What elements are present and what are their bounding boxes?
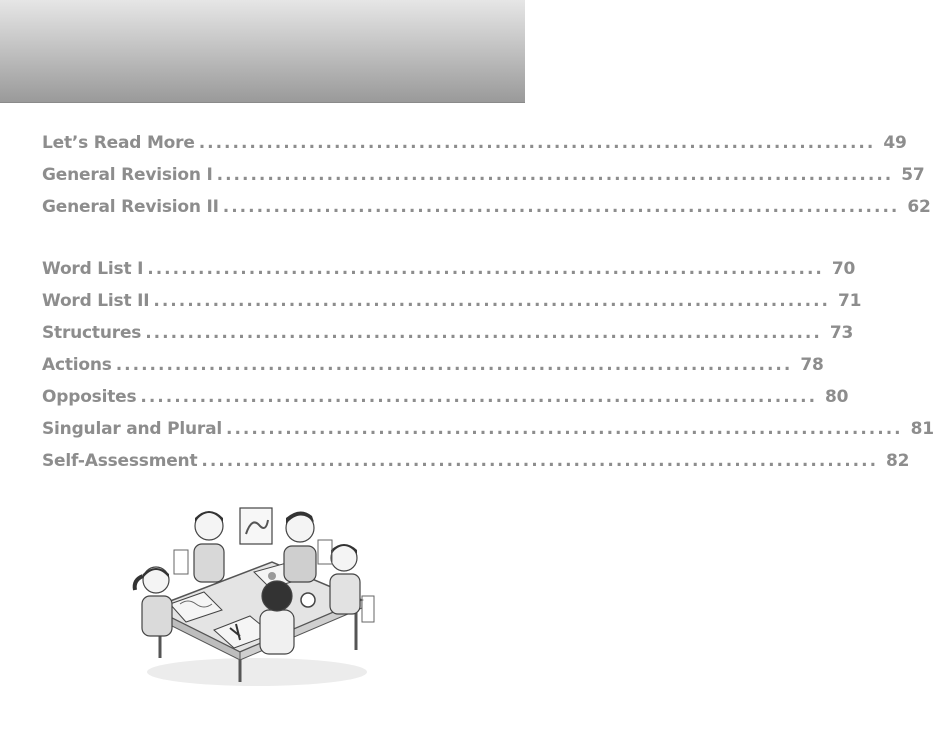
table-clock bbox=[301, 593, 315, 607]
toc-leader-dots: ................................................................................ bbox=[225, 419, 903, 439]
toc-leader-dots: ................................................................................ bbox=[115, 355, 793, 375]
toc-entry[interactable] bbox=[42, 259, 856, 291]
toc-entry-page: 78 bbox=[800, 355, 824, 375]
toc-entry[interactable] bbox=[42, 197, 931, 229]
child-ponytail bbox=[135, 576, 143, 590]
toc-leader-dots: ................................................................................ bbox=[198, 133, 876, 153]
toc-entry-page: 49 bbox=[883, 133, 907, 153]
toc-entry-page: 82 bbox=[886, 451, 910, 471]
toc-leader-dots: ................................................................................ bbox=[201, 451, 879, 471]
toc-entry[interactable] bbox=[42, 387, 849, 419]
toc-entry-page: 62 bbox=[907, 197, 931, 217]
toc-entry-title: Opposites bbox=[42, 387, 137, 407]
toc-entry-page: 80 bbox=[825, 387, 849, 407]
toc-entry-page: 71 bbox=[838, 291, 862, 311]
book-picture bbox=[268, 572, 276, 580]
toc-entry-title: Actions bbox=[42, 355, 112, 375]
chair bbox=[318, 540, 332, 564]
child-body bbox=[330, 574, 360, 614]
chair bbox=[362, 596, 374, 622]
toc-entry[interactable] bbox=[42, 133, 907, 165]
toc-entry-title: Self-Assessment bbox=[42, 451, 198, 471]
toc-leader-dots: ................................................................................ bbox=[222, 197, 900, 217]
child-body bbox=[194, 544, 224, 582]
toc-entry-title: Structures bbox=[42, 323, 142, 343]
child-body bbox=[260, 610, 294, 654]
toc-entry-page: 70 bbox=[831, 259, 856, 279]
toc-entry[interactable] bbox=[42, 291, 862, 323]
toc-leader-dots: ................................................................................ bbox=[145, 323, 822, 343]
toc-entry-page: 73 bbox=[829, 323, 854, 343]
toc-entry-title: General Revision I bbox=[42, 165, 213, 185]
toc-leader-dots: ................................................................................ bbox=[147, 259, 824, 279]
toc-entry-page: 57 bbox=[901, 165, 925, 185]
child-body bbox=[142, 596, 172, 636]
child-head bbox=[143, 567, 169, 593]
toc-entry-title: Singular and Plural bbox=[42, 419, 222, 439]
toc-entry[interactable] bbox=[42, 451, 910, 483]
toc-group-gap bbox=[42, 229, 468, 259]
toc-entry-title: General Revision II bbox=[42, 197, 219, 217]
toc-entry[interactable] bbox=[42, 355, 824, 387]
toc-entry-title: Let’s Read More bbox=[42, 133, 195, 153]
table-of-contents bbox=[42, 133, 934, 483]
toc-entry[interactable] bbox=[42, 165, 925, 197]
toc-entry[interactable] bbox=[42, 323, 854, 355]
chair bbox=[174, 550, 188, 574]
child-head-back bbox=[262, 581, 292, 611]
toc-leader-dots: ................................................................................ bbox=[216, 165, 894, 185]
toc-entry-page: 81 bbox=[910, 419, 934, 439]
toc-leader-dots: ................................................................................ bbox=[153, 291, 831, 311]
header-band bbox=[0, 0, 525, 103]
floor-shadow bbox=[147, 658, 367, 686]
toc-entry[interactable] bbox=[42, 419, 934, 451]
toc-entry-title: Word List I bbox=[42, 259, 144, 279]
children-reading-illustration bbox=[122, 500, 382, 690]
toc-entry-title: Word List II bbox=[42, 291, 150, 311]
child-body bbox=[284, 546, 316, 582]
toc-leader-dots: ................................................................................ bbox=[140, 387, 818, 407]
